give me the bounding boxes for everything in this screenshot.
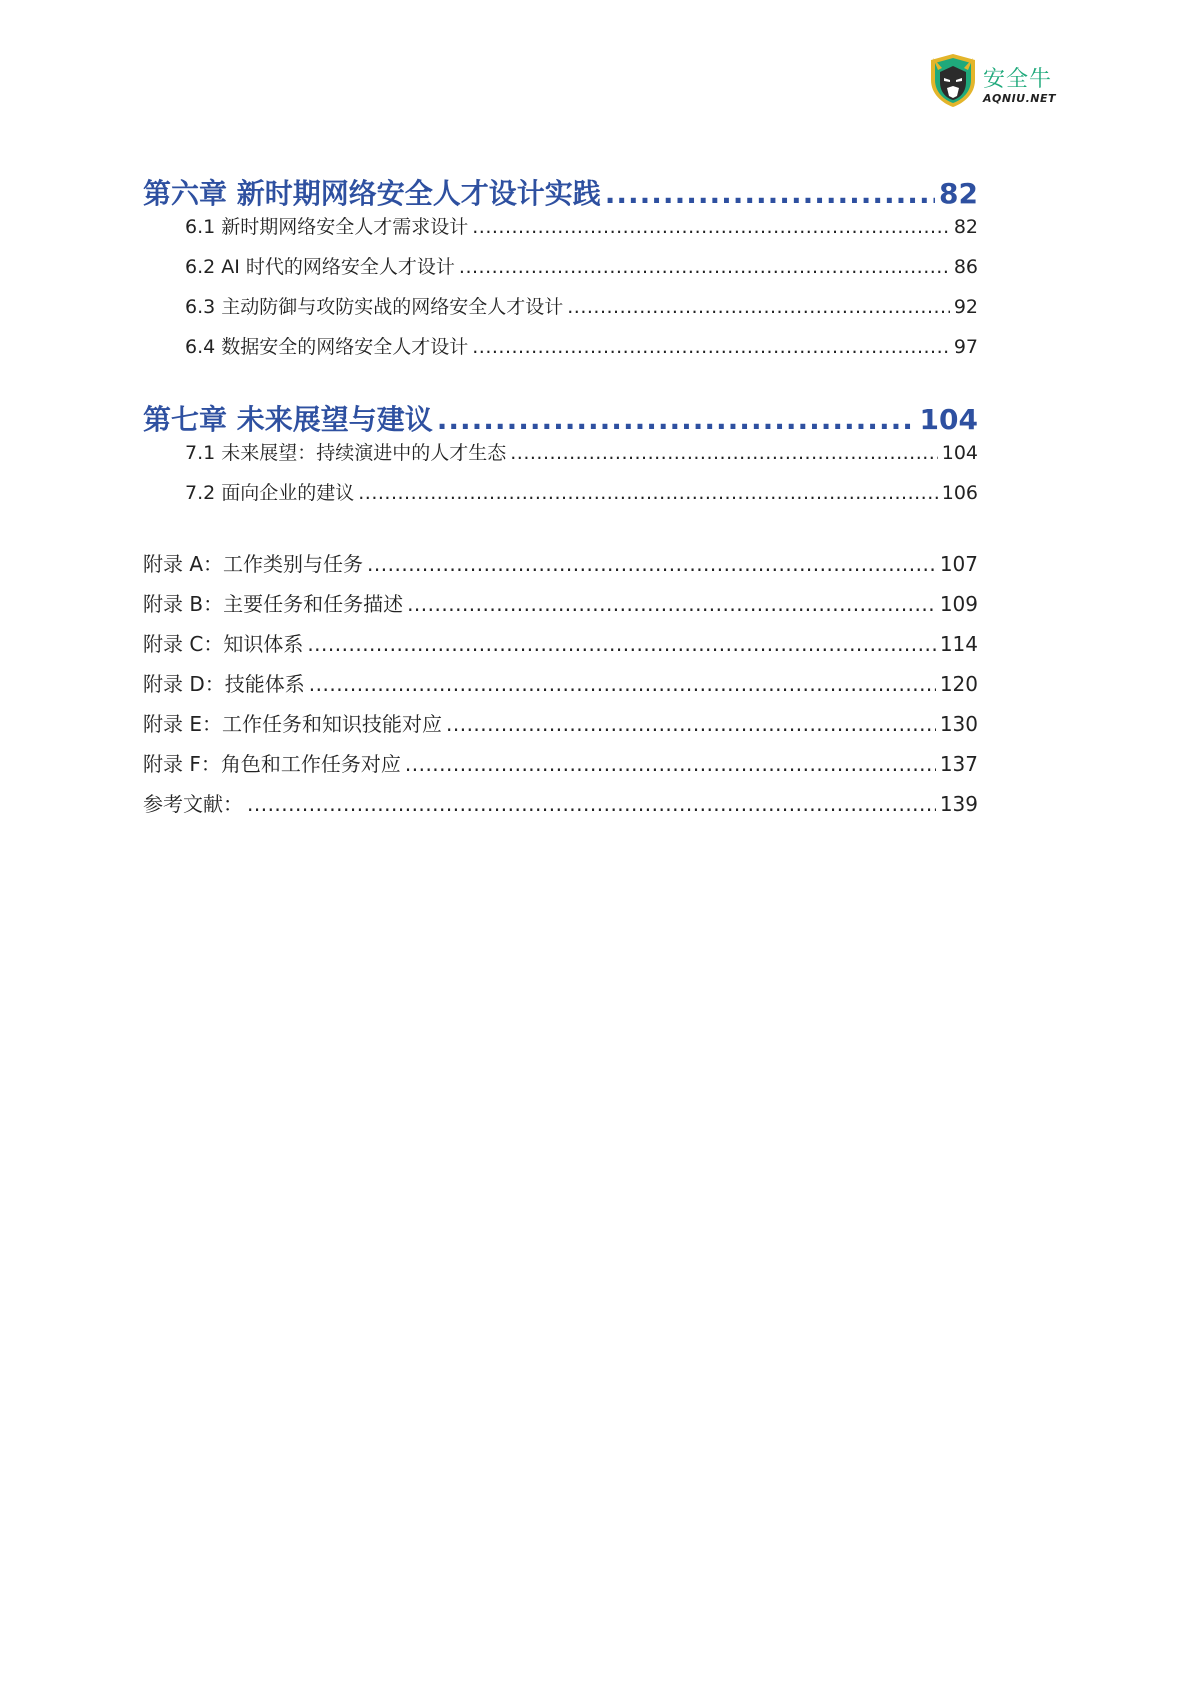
dot-leader: [358, 482, 937, 504]
appendix-title: 附录 D：技能体系: [143, 672, 305, 696]
section-title: 6.2 AI 时代的网络安全人才设计: [185, 256, 455, 278]
toc-section-6-2[interactable]: [143, 252, 978, 292]
toc-section-6-3[interactable]: [143, 292, 978, 332]
appendix-title: 附录 F：角色和工作任务对应: [143, 752, 401, 776]
page-number: 104: [941, 442, 978, 464]
dot-leader: [405, 752, 936, 776]
page-number: 109: [939, 592, 978, 616]
toc-appendix-c[interactable]: [143, 628, 978, 668]
dot-leader: [605, 177, 935, 210]
toc-section-7-2[interactable]: [143, 478, 978, 518]
appendix-title: 附录 E：工作任务和知识技能对应: [143, 712, 442, 736]
section-title: 6.1 新时期网络安全人才需求设计: [185, 216, 469, 238]
dot-leader: [446, 712, 936, 736]
logo-english-text: AQNIU.NET: [983, 92, 1056, 105]
section-title: 7.1 未来展望：持续演进中的人才生态: [185, 442, 507, 464]
dot-leader: [567, 296, 950, 318]
page-number: 114: [939, 632, 978, 656]
chapter-title: 第七章 未来展望与建议: [143, 403, 433, 436]
toc-section-6-1[interactable]: [143, 212, 978, 252]
toc-appendix-e[interactable]: [143, 708, 978, 748]
dot-leader: [472, 216, 950, 238]
toc-section-6-4[interactable]: [143, 332, 978, 372]
logo-chinese-text: 安全牛: [983, 67, 1053, 92]
dot-leader: [307, 632, 935, 656]
dot-leader: [472, 336, 950, 358]
section-title: 6.4 数据安全的网络安全人才设计: [185, 336, 469, 358]
toc-appendix-a[interactable]: [143, 548, 978, 588]
aqniu-logo: [928, 52, 1058, 118]
toc-chapter-7[interactable]: [143, 398, 978, 438]
dot-leader: [437, 403, 916, 436]
shield-logo-icon: [928, 52, 978, 108]
toc-appendix-b[interactable]: [143, 588, 978, 628]
page-number: 137: [939, 752, 978, 776]
page-number: 139: [939, 792, 978, 816]
section-title: 7.2 面向企业的建议: [185, 482, 355, 504]
page-number: 130: [939, 712, 978, 736]
table-of-contents: [143, 172, 978, 828]
toc-chapter-6[interactable]: [143, 172, 978, 212]
toc-section-7-1[interactable]: [143, 438, 978, 478]
dot-leader: [247, 792, 936, 816]
dot-leader: [459, 256, 950, 278]
dot-leader: [367, 552, 936, 576]
references-title: 参考文献：: [143, 792, 243, 816]
spacer: [143, 518, 978, 548]
page-number: 82: [953, 216, 978, 238]
appendix-title: 附录 C：知识体系: [143, 632, 304, 656]
page-number: 120: [939, 672, 978, 696]
page-number: 97: [953, 336, 978, 358]
page-number: 92: [953, 296, 978, 318]
page-number: 106: [941, 482, 978, 504]
dot-leader: [510, 442, 937, 464]
section-title: 6.3 主动防御与攻防实战的网络安全人才设计: [185, 296, 564, 318]
dot-leader: [309, 672, 936, 696]
spacer: [143, 372, 978, 398]
toc-appendix-f[interactable]: [143, 748, 978, 788]
page-number: 86: [953, 256, 978, 278]
appendix-title: 附录 A：工作类别与任务: [143, 552, 364, 576]
toc-references[interactable]: [143, 788, 978, 828]
chapter-title: 第六章 新时期网络安全人才设计实践: [143, 177, 601, 210]
page-number: 104: [919, 403, 978, 436]
page-number: 82: [939, 177, 978, 210]
appendix-title: 附录 B：主要任务和任务描述: [143, 592, 404, 616]
page-number: 107: [939, 552, 978, 576]
dot-leader: [407, 592, 936, 616]
toc-appendix-d[interactable]: [143, 668, 978, 708]
